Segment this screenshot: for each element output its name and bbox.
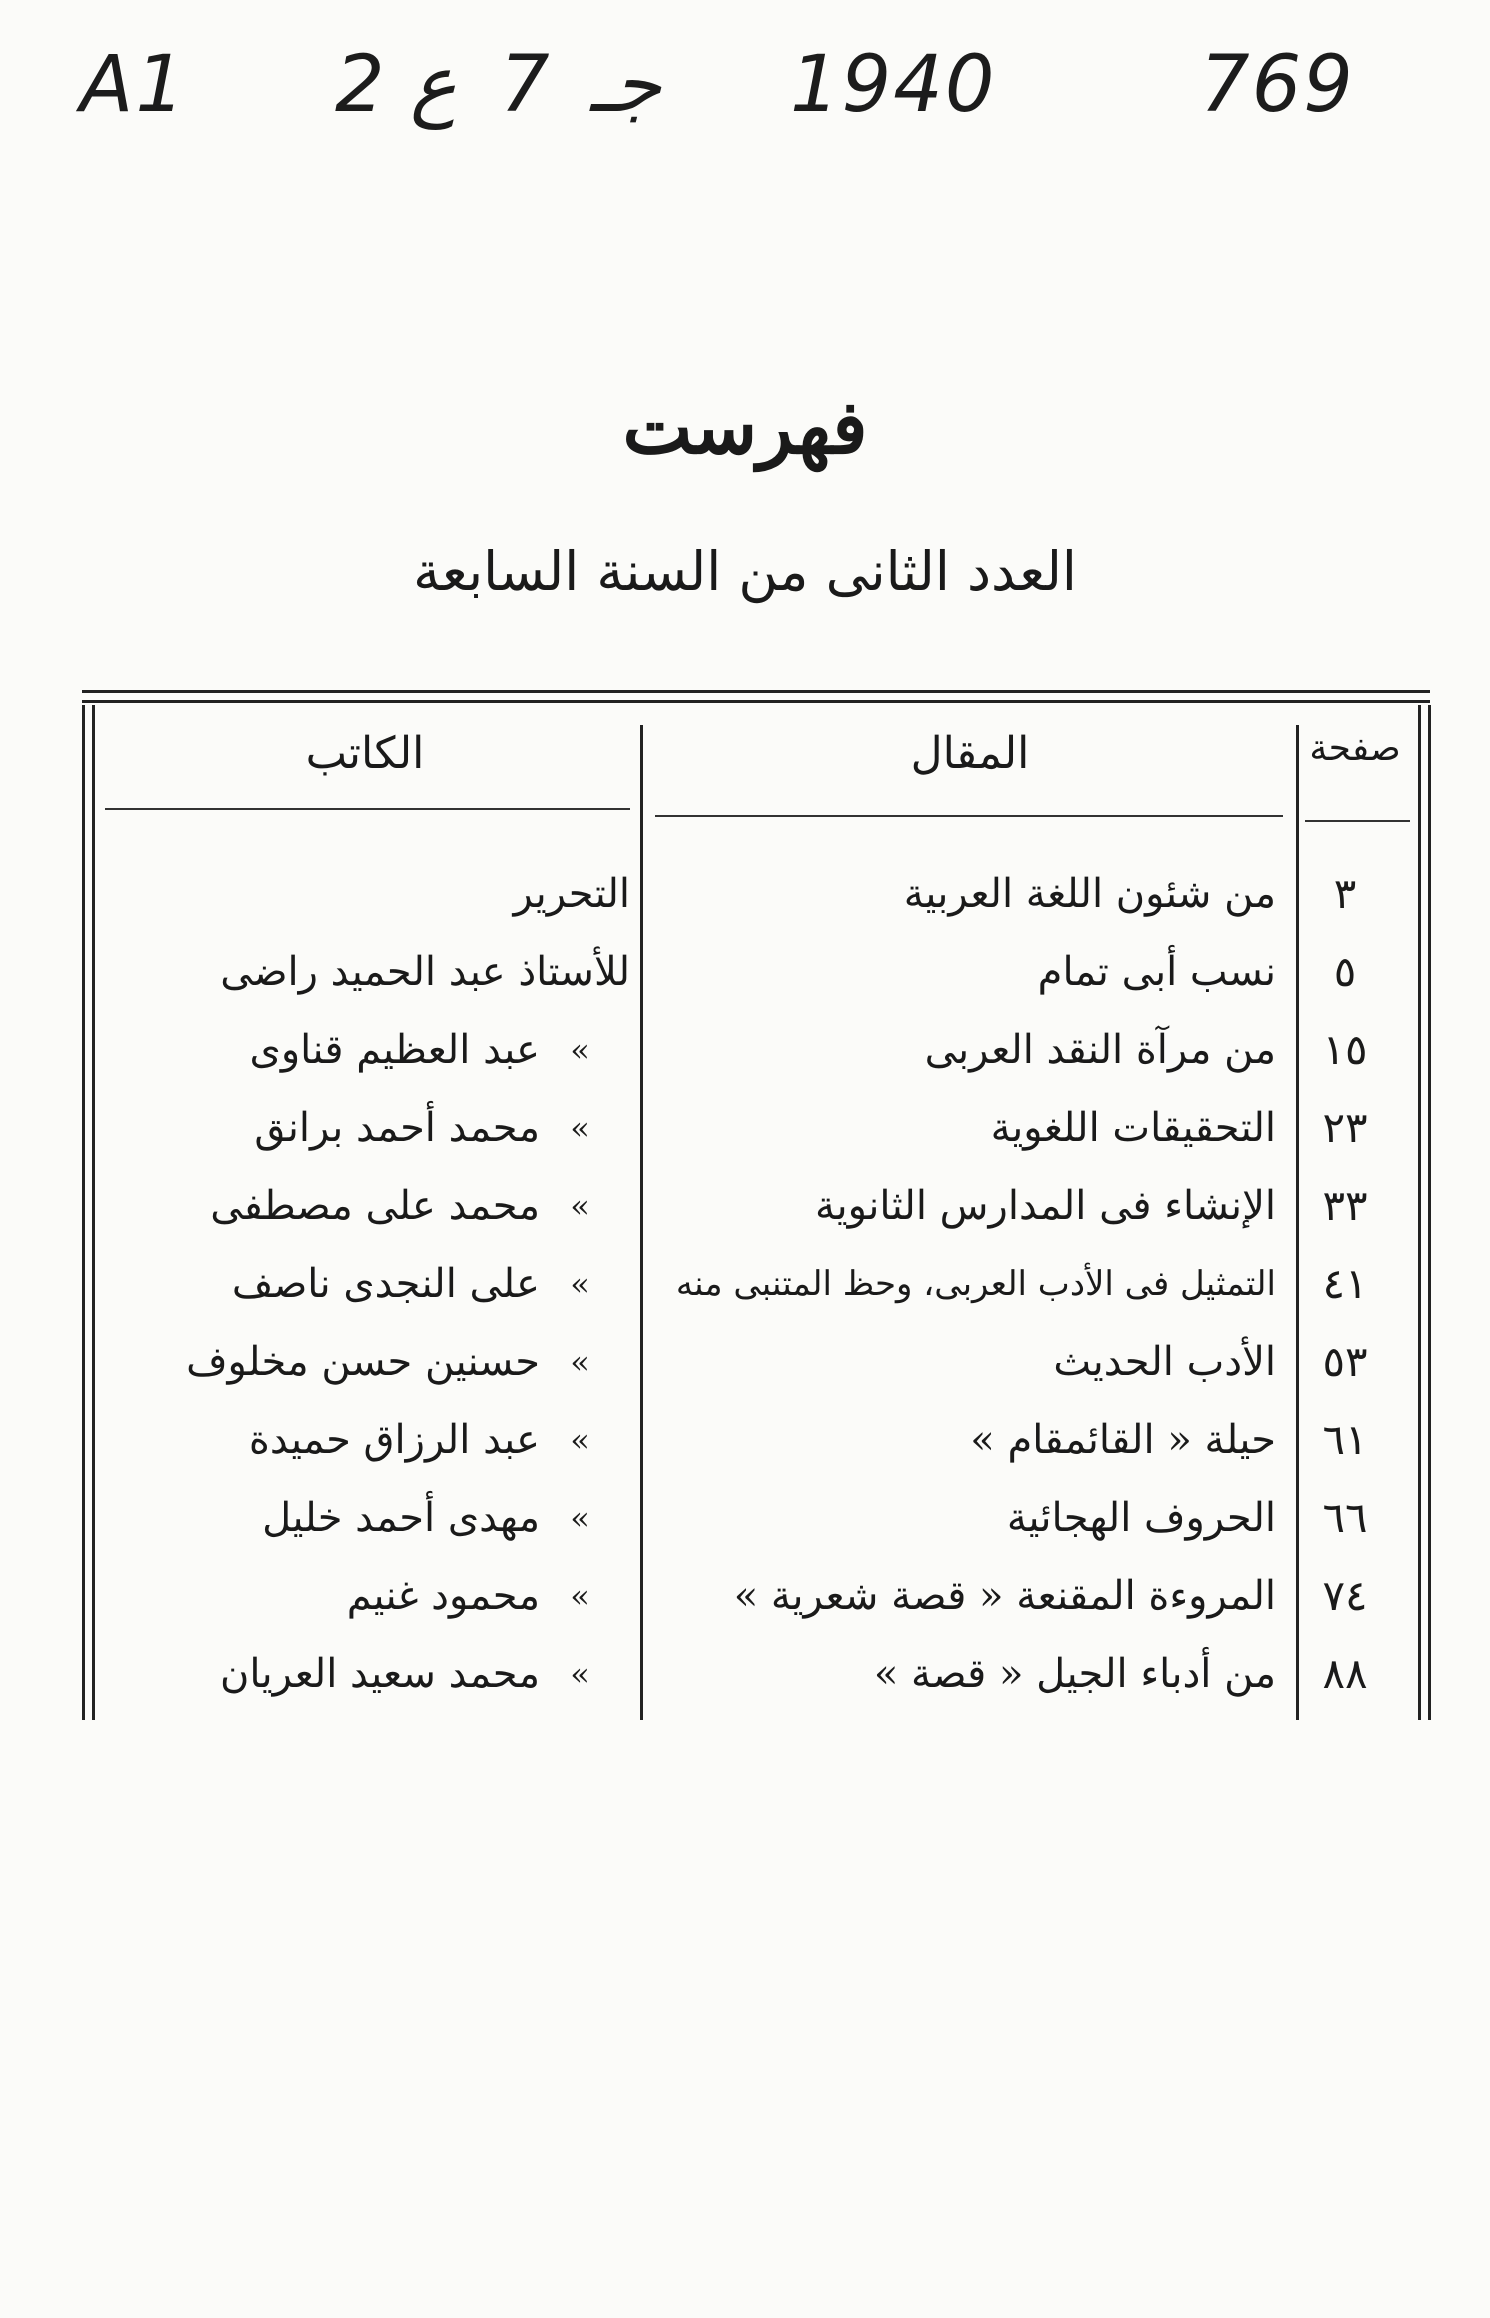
row-article: من شئون اللغة العربية bbox=[903, 871, 1276, 917]
ditto-mark: « bbox=[570, 1655, 590, 1693]
table-row bbox=[0, 855, 1490, 933]
handwritten-catalog-annotation bbox=[70, 40, 1410, 160]
row-article: الإنشاء فى المدارس الثانوية bbox=[815, 1183, 1276, 1229]
table-top-rule-inner bbox=[82, 700, 1430, 703]
row-page: ٧٤ bbox=[1322, 1571, 1368, 1620]
page-header-rule bbox=[1305, 820, 1410, 822]
row-author: للأستاذ عبد الحميد راضى bbox=[220, 949, 630, 995]
row-author: على النجدى ناصف bbox=[231, 1261, 540, 1307]
ditto-mark: « bbox=[570, 1031, 590, 1069]
row-author: عبد العظيم قناوى bbox=[249, 1027, 540, 1073]
row-article: الأدب الحديث bbox=[1053, 1339, 1276, 1385]
part-number: 7 bbox=[500, 40, 552, 130]
row-page: ٣٣ bbox=[1322, 1181, 1368, 1230]
ditto-mark: « bbox=[570, 1499, 590, 1537]
row-article: المروءة المقنعة « قصة شعرية » bbox=[733, 1573, 1276, 1619]
ditto-mark: « bbox=[570, 1109, 590, 1147]
page-subtitle: العدد الثانى من السنة السابعة bbox=[413, 540, 1077, 603]
table-row bbox=[0, 1245, 1490, 1323]
volume-number: 2 bbox=[335, 40, 387, 130]
ditto-mark: « bbox=[570, 1343, 590, 1381]
row-article: التحقيقات اللغوية bbox=[990, 1105, 1276, 1151]
header-page: صفحة bbox=[1309, 728, 1401, 769]
row-page: ٥ bbox=[1333, 947, 1357, 996]
row-article: من أدباء الجيل « قصة » bbox=[873, 1651, 1276, 1697]
ditto-mark: « bbox=[570, 1421, 590, 1459]
issue-marker: ع bbox=[410, 40, 457, 130]
table-top-rule bbox=[82, 690, 1430, 693]
table-row bbox=[0, 1401, 1490, 1479]
row-author: مهدى أحمد خليل bbox=[262, 1495, 540, 1541]
row-author: محمود غنيم bbox=[346, 1573, 540, 1619]
table-row bbox=[0, 1557, 1490, 1635]
row-article: نسب أبى تمام bbox=[1037, 949, 1276, 995]
author-header-rule bbox=[105, 808, 630, 810]
header-article: المقال bbox=[910, 728, 1030, 779]
row-article: حيلة « القائمقام » bbox=[970, 1417, 1276, 1463]
page-title: فهرست bbox=[622, 385, 868, 471]
row-page: ٨٨ bbox=[1322, 1649, 1368, 1698]
year: 1940 bbox=[790, 40, 997, 130]
row-page: ٢٣ bbox=[1322, 1103, 1368, 1152]
row-article: الحروف الهجائية bbox=[1006, 1495, 1276, 1541]
row-author: حسنين حسن مخلوف bbox=[186, 1339, 540, 1385]
row-article: من مرآة النقد العربى bbox=[924, 1027, 1276, 1073]
row-page: ٥٣ bbox=[1322, 1337, 1368, 1386]
article-header-rule bbox=[655, 815, 1283, 817]
class-mark: A1 bbox=[80, 40, 187, 130]
ditto-mark: « bbox=[570, 1577, 590, 1615]
row-author: محمد سعيد العريان bbox=[219, 1651, 540, 1697]
row-page: ٤١ bbox=[1322, 1259, 1368, 1308]
row-author: محمد أحمد برانق bbox=[254, 1105, 540, 1151]
table-row bbox=[0, 1635, 1490, 1713]
row-author: محمد على مصطفى bbox=[210, 1183, 540, 1229]
table-row bbox=[0, 1479, 1490, 1557]
table-row bbox=[0, 1011, 1490, 1089]
ditto-mark: « bbox=[570, 1187, 590, 1225]
row-page: ١٥ bbox=[1322, 1025, 1368, 1074]
ditto-mark: « bbox=[570, 1265, 590, 1303]
row-page: ٣ bbox=[1333, 869, 1357, 918]
part-marker: جـ bbox=[590, 40, 662, 130]
catalog-number: 769 bbox=[1200, 40, 1355, 130]
table-row bbox=[0, 933, 1490, 1011]
table-row bbox=[0, 1323, 1490, 1401]
row-author: عبد الرزاق حميدة bbox=[248, 1417, 540, 1463]
table-row bbox=[0, 1167, 1490, 1245]
row-article: التمثيل فى الأدب العربى، وحظ المتنبى منه bbox=[675, 1264, 1276, 1304]
row-author: التحرير bbox=[513, 871, 630, 917]
table-row bbox=[0, 1089, 1490, 1167]
row-page: ٦١ bbox=[1322, 1415, 1368, 1464]
row-page: ٦٦ bbox=[1322, 1493, 1368, 1542]
header-author: الكاتب bbox=[305, 728, 425, 779]
